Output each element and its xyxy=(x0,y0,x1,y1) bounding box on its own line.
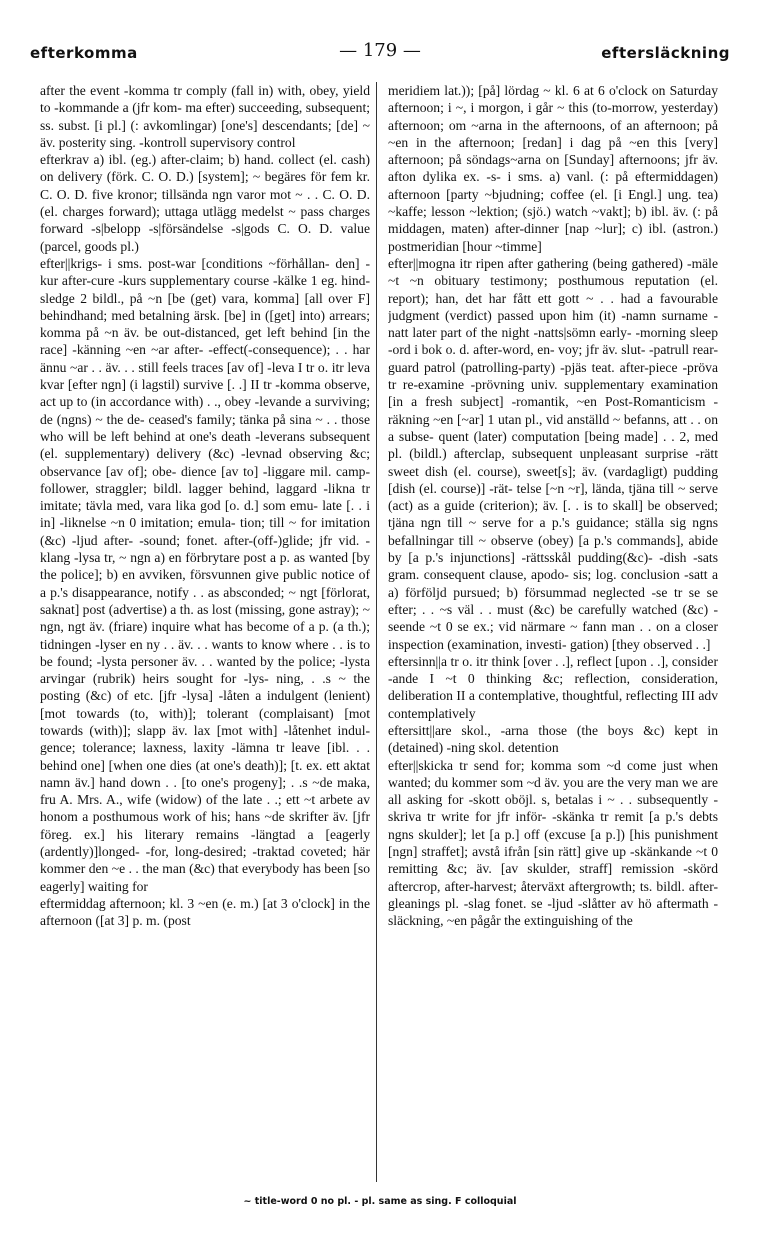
right-column xyxy=(388,82,718,1182)
entry-paragraph: efter||krigs- i sms. post-war [conditions ~förhållan- den] -kur after-cure -kurs supplementary course -kälke 1 eg. hind-sledge 2 bildl., på ~n [be (get) vara, komma] [all over F] behindhand; med betalning ärsk. [be] in ([get] into) arrears; komma på ~n äv. be out-distanced, get left behind [in the race] -känning ~en ~ar after- -effect(-consequence); . . har ännu ~ar . . äv. . . still feels traces [av of] -leva I tr o. itr leva kvar [efter ngn] (i lagstil) survive [. .] II tr -komma observe, act up to (in accordance with) . ., obey -levande a surviving; de (ngns) ~ the de- ceased's family; tänka på sina ~ . . those who will be left behind at one's death -leverans subsequent (el. supplementary) delivery (&c) -levnad observing &c; observance [av of]; obe- dience [av to] -liggare mil. camp-follower, straggler; bildl. lagger behind, laggard -likna tr imitate; tävla med, vara lika god [o. d.] som emu- late [. . i in] -liknelse ~n 0 imitation; emula- tion; till ~ for imitation (&c) -ljud after- -sound; fonet. after-(off-)glide; jfr vid. -klang -lysa tr, ~ ngn a) en förbrytare post a p. as wanted [by the police]; b) en avviken, försvunnen give public notice of a p.'s disappearance, notify . . as absconded; ~ ngt [förlorat, saknat] post (advertise) a th. as lost (missing, gone astray); ~ ngn, ngt äv. (friare) inquire what has become of a p. (a th.); tidningen -lyser en ny . . äv. . . wants to know where . . is to be found; -lysta personer äv. . . wanted by the police; -lysta arvingar (rubrik) heirs sought for -lys- ning, . .s ~ the posting (&c) of etc. [jfr -lysa] -låten a indulgent (lenient) [mot towards (to, with)]; tolerant (complaisant) [mot towards (with)]; slapp äv. lax [mot with] -låtenhet indul- gence; tolerance; laxness, laxity -lämna tr leave [ibl. . . behind one] [when one dies (at one's death)]; [t. ex. ett aktat namn äv.] hand down . . [to one's progeny]; . .s ~de maka, fru A. Mrs. A., wife (widow) of the late . .; ett ~t arbete av honom a posthumous work of his; hans ~de skrifter äv. [jfr föreg. ex.] his literary remains -längtad a [eagerly (ardently)]longed- -for, long-desired; -traktad coveted; här kommer den ~e . . the man (&c) that everybody has been [so eagerly] waiting for xyxy=(40,255,370,894)
entry-paragraph: eftersinn||a tr o. itr think [over . .], reflect [upon . .], consider -ande I ~t 0 thinking &c; reflection, consideration, deliberation II a contemplative, thoughtful, reflecting III adv contemplatively xyxy=(388,653,718,721)
header-guide-word-right: eftersläckning xyxy=(601,44,730,62)
entry-paragraph: after the event -komma tr comply (fall in) with, obey, yield to -kommande a (jfr kom- ma efter) succeeding, subsequent; ss. subst. [i pl.] (: avkomlingar) [one's] descendants; [de] ~ äv. posterity sing. -kontroll supervisory control xyxy=(40,83,370,150)
page-number: — 179 — xyxy=(339,40,421,61)
entry-paragraph: eftermiddag afternoon; kl. 3 ~en (e. m.) [at 3 o'clock] in the afternoon ([at 3] p. m. (post xyxy=(40,895,370,929)
page-header xyxy=(30,40,730,66)
entry-paragraph: efterkrav a) ibl. (eg.) after-claim; b) hand. collect (el. cash) on delivery (förk. C. O. D.) [system]; ~ begäres för fem kr. C. O. D. five kronor; tillsända ngn varor mot ~ . . C. O. D. (el. charges forward); uttaga utlägg medelst ~ pass charges forward -s|belopp -s|försändelse -s|gods C. O. D. value (parcel, goods pl.) xyxy=(40,152,370,254)
entry-paragraph: eftersitt||are skol., -arna those (the boys &c) kept in (detained) -ning skol. detention xyxy=(388,722,718,756)
entry-paragraph: efter||skicka tr send for; komma som ~d come just when wanted; du kommer som ~d äv. you are the very man we are all asking for -skott oböjl. s, betalas i ~ . . subsequently -skriva tr write for jfr inför- -skänka tr remit [a p.'s debts ngns skulder]; let [a p.] off (excuse [a p.]) [his punishment [ngn] straffet]; avstå ifrån [sin rätt] give up -skänkande ~t 0 remitting &c; äv. [av skulder, straff] remission -skörd aftercrop, after-harvest; återväxt aftergrowth; ts. bildl. after-gleanings pl. -slag fonet. se -ljud -slåtter av hö aftermath -släckning, ~en pågår the extinguishing of the xyxy=(388,757,718,929)
abbreviation-legend: ~ title-word 0 no pl. - pl. same as sing. F colloquial xyxy=(243,1196,517,1207)
header-guide-word-left: efterkomma xyxy=(30,44,138,62)
entry-paragraph: efter||mogna itr ripen after gathering (being gathered) -mäle ~t ~n obituary testimony; posthumous reputation (el. report); han, det har fått ett gott ~ . . had a favourable judgment (verdict) passed upon him (it) -namn surname -natt later part of the night -natts|sömn early- -morning sleep -ord i bok o. d. after-word, en- voy; jfr äv. slut- -patrull rear-guard patrol (patrolling-party) -pjäs teat. after-piece -pröva tr re-examine -prövning univ. supplementary examination [in a fresh subject] -romantik, ~en Post-Romanticism -räkning ~en [~ar] 1 utan pl., vid anställd ~ befanns, att . . on a subse- quent (later) computation [being made] . . 2, med pl. (bildl.) afterclap, subsequent unpleasant surprise -rätt sweet dish (el. course), sweet[s]; äv. (vardagligt) pudding [dish (el. course)] -rät- telse [~n ~r], lända, tjäna till ~ serve (act) as a guide (criterion); äv. [. . is to skall] be observed; tjäna ngn till ~ serve for a p.'s guidance; ställa sig ngns befallningar till ~ observe (obey) [a p.'s commands], abide by [a p.'s injunctions] -rättsskål pudding(&c)- -dish -sats gram. consequent clause, apodo- sis; log. conclusion -satt a a) förföljd pursued; b) försummad neglected -se tr se se efter; . . ~s väl . . must (&c) be carefully watched (&c) -seende ~t 0 se ex.; vid närmare ~ fann man . . on a closer inspection (examination, investi- gation) [they observed . .] xyxy=(388,255,718,652)
entry-paragraph: meridiem lat.)); [på] lördag ~ kl. 6 at 6 o'clock on Saturday afternoon; i ~, i morgon, i går ~ this (to-morrow, yesterday) afternoon; om ~arna in the afternoons, of an afternoon; på ~en in the afternoon; [redan] i dag på ~en this [very] afternoon; på söndags~arna on [Sunday] afternoons; jfr äv. afton dylika ex. -s- i sms. a) vanl. (: på eftermiddagen) afternoon [party ~bjudning; coffee (el. [i Engl.] ung. tea) ~kaffe; lesson ~lektion; (sjö.) watch ~vakt]; b) ibl. äv. (: på middagen, maten) after-dinner [nap ~lur]; c) ibl. (astron.) postmeridian [hour ~timme] xyxy=(388,83,718,254)
left-column xyxy=(40,82,370,1182)
column-divider xyxy=(376,82,377,1182)
